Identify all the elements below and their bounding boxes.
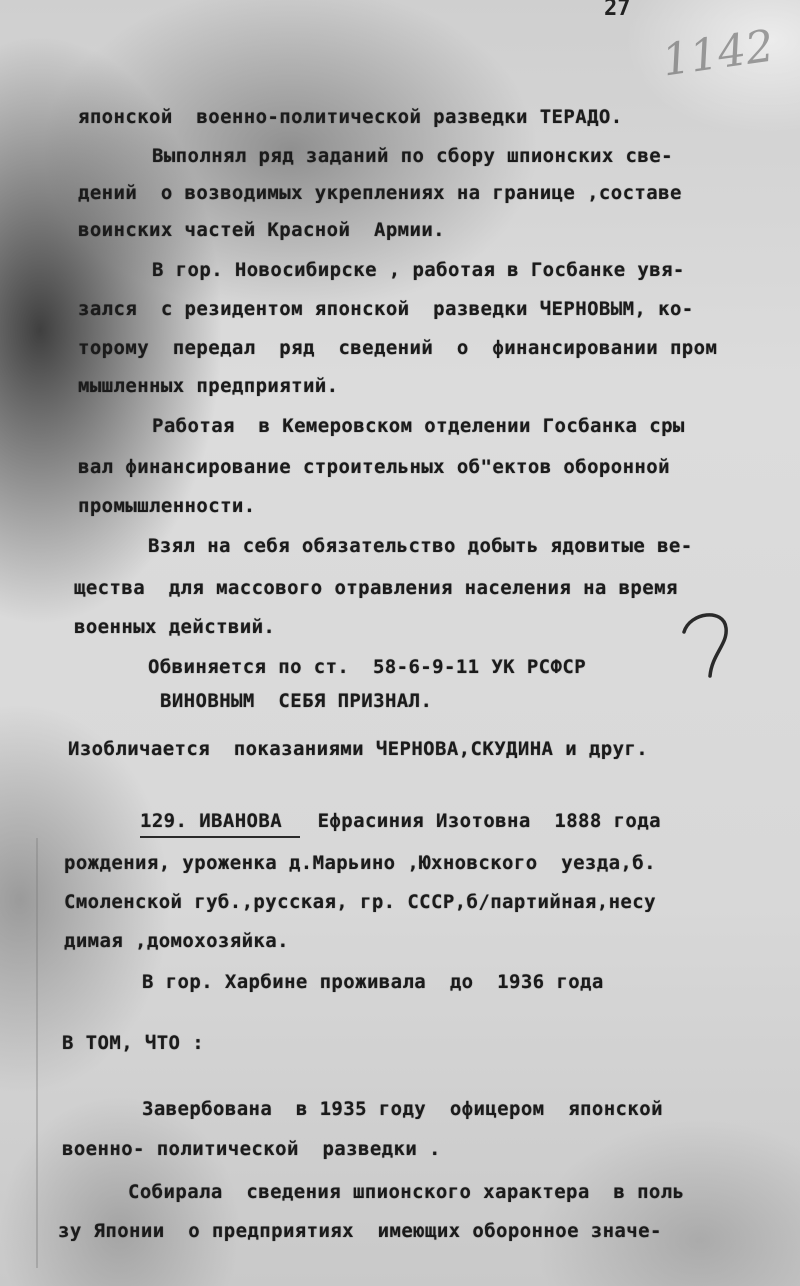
name-underline (140, 836, 300, 838)
defendant-heading: 129. ИВАНОВА Ефрасиния Изотовна 1888 года (140, 810, 661, 832)
text-line: зался с резидентом японской разведки ЧЕРНОВЫМ, ко- (78, 298, 694, 320)
margin-line (36, 838, 38, 1268)
evidence-line: Изобличается показаниями ЧЕРНОВА,СКУДИНА и друг. (68, 738, 649, 760)
text-line: димая ,домохозяйка. (64, 930, 289, 952)
text-line: дений о возводимых укреплениях на границе ,составе (78, 182, 682, 204)
text-line: Взял на себя обязательство добыть ядовитые ве- (148, 535, 693, 557)
text-line: торому передал ряд сведений о финансировании пром (78, 337, 718, 359)
text-line: мышленных предприятий. (78, 375, 339, 397)
text-line: японской военно-политической разведки ТЕРАДО. (78, 106, 623, 128)
text-line: промышленности. (78, 495, 256, 517)
page-number: 27 (604, 0, 631, 21)
text-line: рождения, уроженка д.Марьино ,Юхновского уезда,б. (64, 852, 656, 874)
handwritten-sheet-number: 1142 (658, 20, 777, 87)
text-line: Работая в Кемеровском отделении Госбанка сры (152, 415, 685, 437)
text-line: Собирала сведения шпионского характера в поль (128, 1181, 685, 1203)
confession-line: ВИНОВНЫМ СЕБЯ ПРИЗНАЛ. (160, 690, 433, 712)
text-line: военно- политической разведки . (62, 1138, 441, 1160)
text-line: В гор. Харбине проживала до 1936 года (142, 971, 604, 993)
accusation-heading: В ТОМ, ЧТО : (62, 1032, 205, 1054)
charge-line: Обвиняется по ст. 58-6-9-11 УК РСФСР (148, 656, 587, 678)
text-line: Завербована в 1935 году офицером японской (142, 1098, 663, 1120)
text-line: Смоленской губ.,русская, гр. СССР,б/партийная,несу (64, 891, 656, 913)
handwritten-question-mark (676, 606, 756, 686)
text-line: Выполнял ряд заданий по сбору шпионских све- (152, 145, 673, 167)
text-line: воинских частей Красной Армии. (78, 219, 446, 241)
text-line: вал финансирование строительных об"ектов оборонной (78, 456, 670, 478)
text-line: зу Японии о предприятиях имеющих оборонное значе- (58, 1220, 662, 1242)
text-line: военных действий. (74, 616, 276, 638)
text-line: щества для массового отравления населения на время (74, 577, 678, 599)
text-line: В гор. Новосибирске , работая в Госбанке увя- (152, 259, 685, 281)
